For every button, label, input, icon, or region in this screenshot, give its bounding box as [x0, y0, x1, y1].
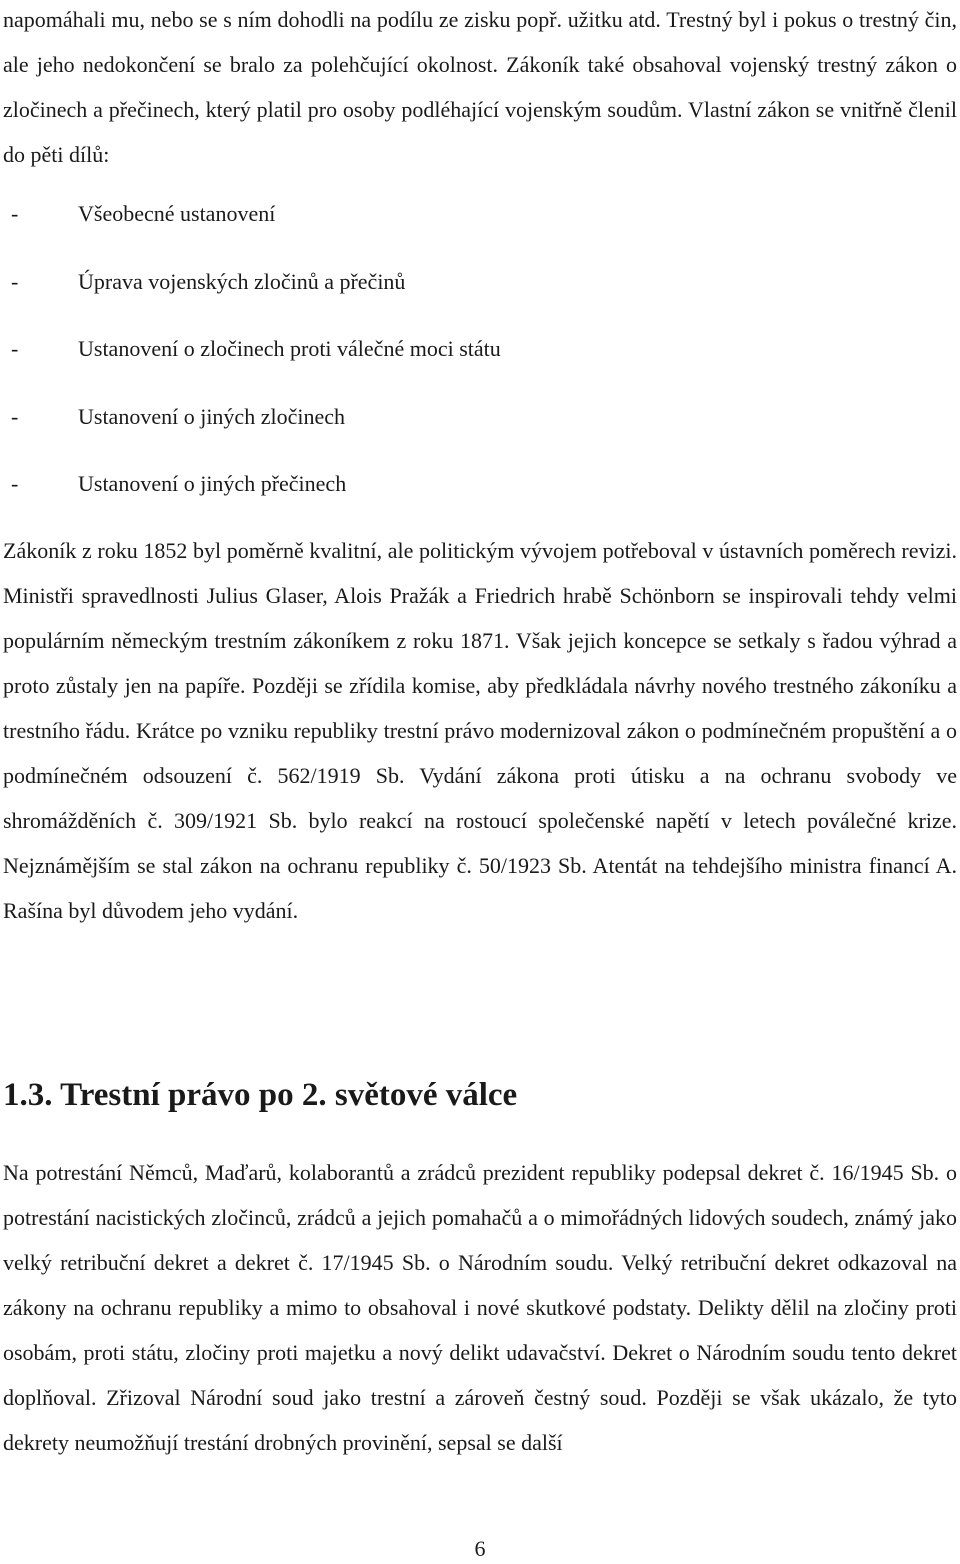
list-item-text: Ustanovení o jiných zločinech — [78, 403, 345, 429]
list-item — [3, 450, 957, 518]
paragraph-postwar: Na potrestání Němců, Maďarů, kolaborantů a zrádců prezident republiky podepsal dekret č. 16/1945 Sb. o potrestání nacistických zločinců, zrádců a jejich pomahačů a o mimořádných lidových soudech, známý jako velký retribuční dekret a dekret č. 17/1945 Sb. o Národním soudu. Velký retribuční dekret odkazoval na zákony na ochranu republiky a mimo to obsahoval i nové skutkové podstaty. Delikty dělil na zločiny proti osobám, proti státu, zločiny proti majetku a nový delikt udavačství. Dekret o Národním soudu tento dekret doplňoval. Zřizoval Národní soud jako trestní a zároveň čestný soud. Později se však ukázalo, že tyto dekrety neumožňují trestání drobných provinění, sepsal se další — [3, 1160, 957, 1455]
list-dash: - — [11, 268, 19, 294]
intro-paragraph: napomáhali mu, nebo se s ním dohodli na podílu ze zisku popř. užitku atd. Trestný byl i pokus o trestný čin, ale jeho nedokončení se bralo za polehčující okolnost. Zákoník také obsahoval vojenský trestný zákon o zločinech a přečinech, který platil pro osoby podléhající vojenským soudům. Vlastní zákon se vnitřně členil do pěti dílů: — [3, 7, 957, 167]
list-dash: - — [11, 336, 19, 361]
section-heading: 1.3. Trestní právo po 2. světové válce — [3, 1077, 518, 1113]
parts-list — [3, 180, 957, 518]
list-item-text: Ustanovení o zločinech proti válečné moci státu — [78, 336, 501, 361]
list-item — [3, 315, 957, 383]
list-dash: - — [11, 471, 19, 496]
list-dash: - — [11, 403, 19, 429]
list-item — [3, 248, 957, 316]
list-item — [3, 180, 957, 248]
paragraph-1852: Zákoník z roku 1852 byl poměrně kvalitní, ale politickým vývojem potřeboval v ústavních poměrech revizi. Ministři spravedlnosti Julius Glaser, Alois Pražák a Friedrich hrabě Schönborn se inspirovali tehdy velmi populárním německým trestním zákoníkem z roku 1871. Však jejich koncepce se setkaly s řadou výhrad a proto zůstaly jen na papíře. Později se zřídila komise, aby předkládala návrhy nového trestného zákoníku a trestního řádu. Krátce po vzniku republiky trestní právo modernizoval zákon o podmínečném propuštění a o podmínečném odsouzení č. 562/1919 Sb. Vydání zákona proti útisku a na ochranu svobody ve shromážděních č. 309/1921 Sb. bylo reakcí na rostoucí společenské napětí v letech poválečné krize. Nejznámějším se stal zákon na ochranu republiky č. 50/1923 Sb. Atentát na tehdejšího ministra financí A. Rašína byl důvodem jeho vydání. — [3, 538, 957, 923]
list-item-text: Úprava vojenských zločinů a přečinů — [78, 268, 406, 294]
page-number: 6 — [474, 1536, 486, 1561]
list-item-text: Ustanovení o jiných přečinech — [78, 471, 347, 496]
list-dash: - — [11, 201, 19, 226]
list-item-text: Všeobecné ustanovení — [78, 201, 276, 226]
list-item — [3, 383, 957, 451]
